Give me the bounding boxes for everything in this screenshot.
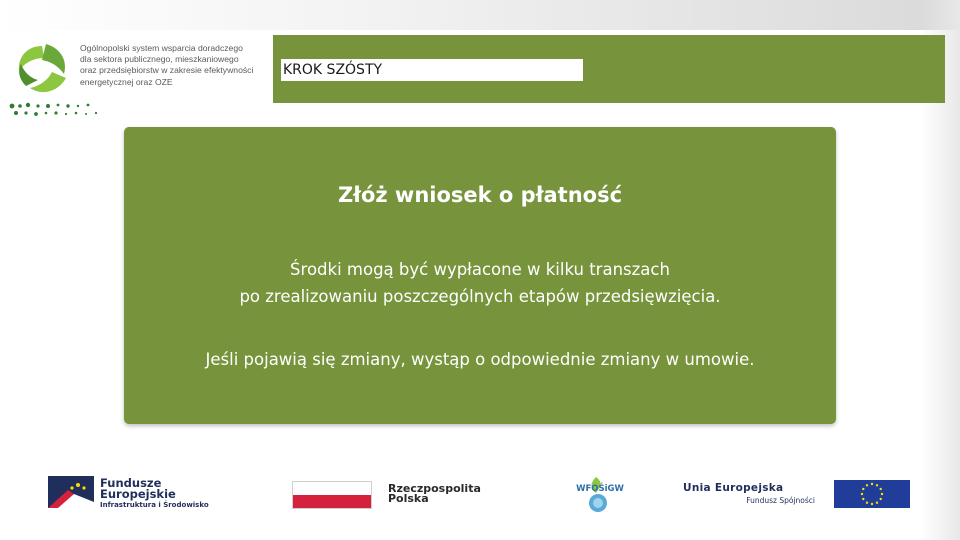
card-title: Złóż wniosek o płatność [337,183,623,207]
wfosigw-logo-icon [560,473,640,521]
card-text-line: po zrealizowaniu poszczególnych etapów przedsięwzięcia. [239,287,721,306]
step-label: KROK SZÓSTY [281,59,583,81]
poland-flag-red [293,495,371,508]
ue-fund: Fundusz Spójności [746,496,815,505]
content-card [124,127,836,424]
logo-dots-decoration [8,100,103,118]
logo-text-line: oraz przedsiębiorstw w zakresie efektywności [80,65,254,76]
rp-line: Polska [388,492,429,505]
program-logo-text [80,43,270,88]
rp-line: Rzeczpospolita [388,482,481,495]
ue-name: Unia Europejska [683,482,784,494]
fundusze-europejskie-text [100,478,260,511]
card-text-line: Środki mogą być wypłacone w kilku transzach [290,260,670,279]
logo-text-line: energetycznej oraz OZE [80,76,173,87]
rzeczpospolita-text [388,484,528,504]
eu-flag-icon [834,480,910,508]
unia-europejska-text [683,482,823,505]
poland-flag-white [293,482,371,495]
poland-flag-icon [292,481,372,509]
program-logo-icon [12,40,76,98]
fundusze-europejskie-icon [48,476,94,508]
wfosigw-text: WFOŚiGW [576,484,624,494]
top-decor-band [0,0,960,30]
fe-line: Fundusze [100,476,162,490]
fe-line: Europejskie [100,487,176,501]
step-header-bar [273,35,945,103]
program-logo [8,38,270,120]
funding-logos-strip [0,465,960,525]
card-text-line: Jeśli pojawią się zmiany, wystąp o odpowiednie zmiany w umowie. [205,350,755,369]
fe-program-line: Infrastruktura i Środowisko [100,501,209,509]
logo-text-line: Ogólnopolski system wsparcia doradczego [80,43,243,53]
logo-text-line: dla sektora publicznego, mieszkaniowego [80,54,239,65]
